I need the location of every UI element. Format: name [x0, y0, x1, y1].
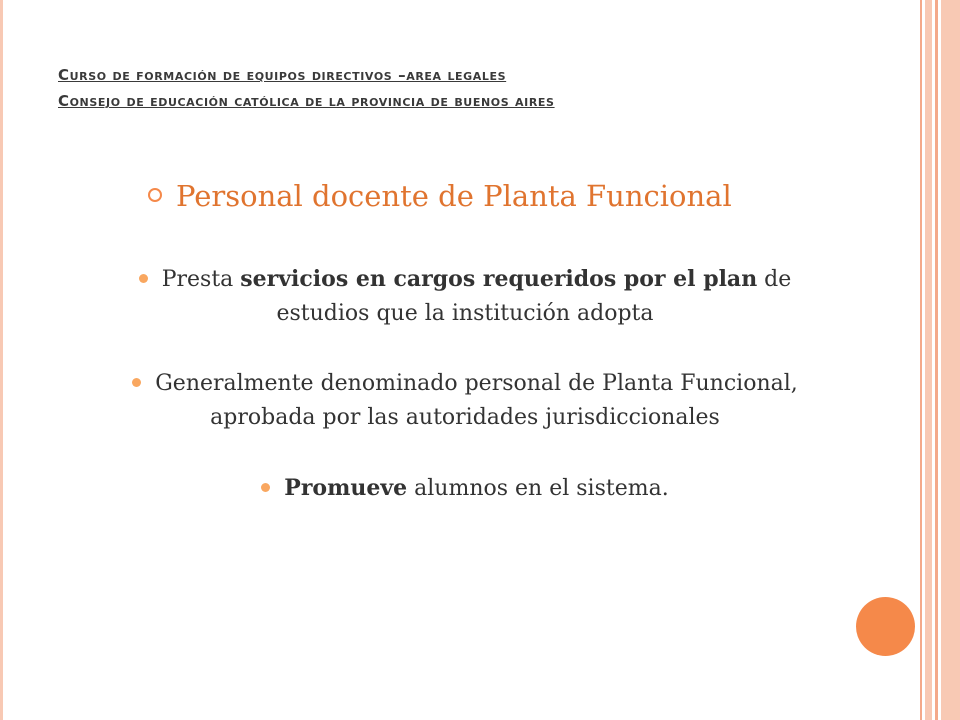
bullet-text: de estudios que la institución adopta [276, 267, 792, 326]
header-line-1: Curso de formación de equipos directivos –area legales [58, 66, 507, 84]
circle-bullet-icon [148, 188, 162, 202]
header-line-2: Consejo de educación católica de la provincia de buenos aires [58, 92, 555, 110]
bullet-bold-text: Promueve [284, 475, 408, 501]
bullet-item [120, 367, 810, 435]
slide-header [58, 62, 818, 114]
right-stripe-2 [925, 0, 932, 720]
left-border-line [0, 0, 3, 720]
bullet-list [120, 262, 810, 542]
bullet-dot-icon [132, 378, 141, 387]
right-stripe-3 [935, 0, 938, 720]
bullet-text: Presta [161, 267, 241, 292]
slide-title-text: Personal docente de Planta Funcional [176, 179, 732, 213]
bullet-text: Generalmente denominado personal de Planta Funcional, aprobada por las autoridades jurisdiccionales [155, 371, 798, 430]
right-stripe-1 [920, 0, 922, 720]
decorative-circle [856, 597, 915, 656]
bullet-dot-icon [139, 274, 148, 283]
bullet-bold-text: servicios en cargos requeridos por el plan [240, 266, 758, 292]
bullet-item [120, 471, 810, 506]
right-stripe-4 [941, 0, 960, 720]
bullet-text: alumnos en el sistema. [407, 476, 669, 501]
bullet-dot-icon [261, 483, 270, 492]
bullet-item [120, 262, 810, 331]
slide-title [148, 176, 828, 216]
